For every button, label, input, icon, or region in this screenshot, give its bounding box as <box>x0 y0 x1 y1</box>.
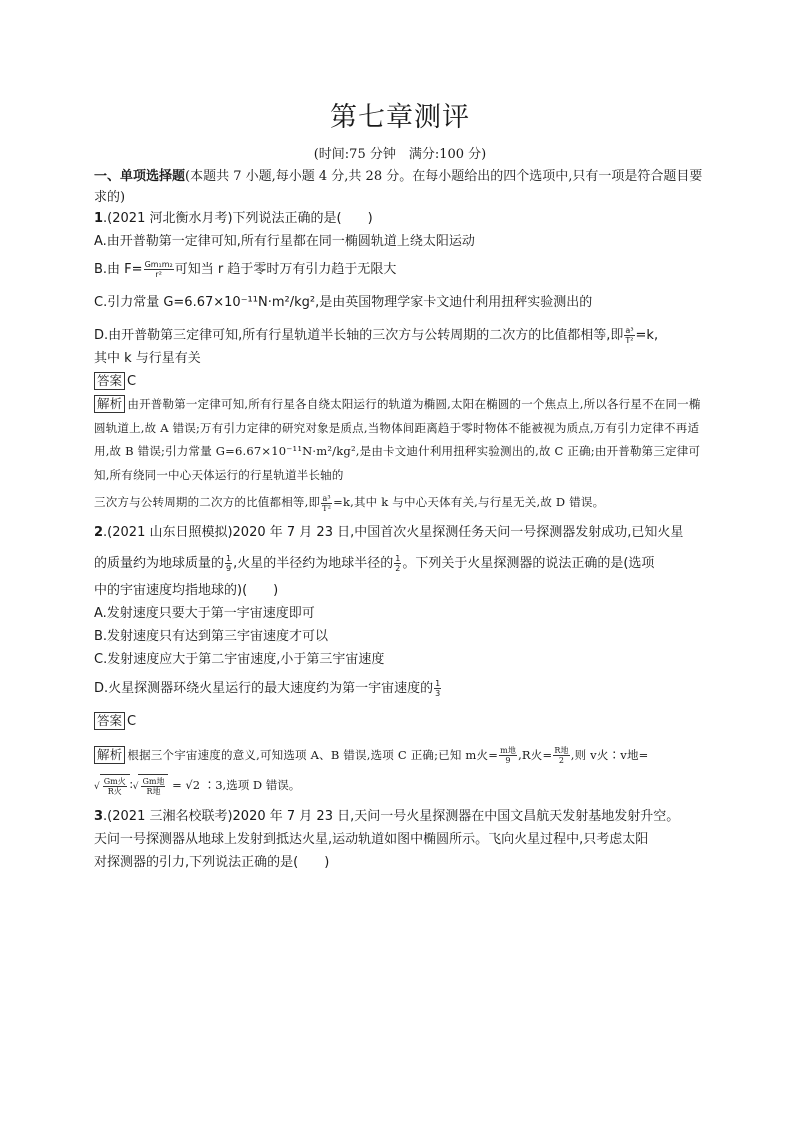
question-2-answer <box>94 712 706 730</box>
question-2-option-c: C.发射速度应大于第二宇宙速度,小于第三宇宙速度 <box>94 651 385 667</box>
question-1-option-d-cont: 其中 k 与行星有关 <box>94 351 201 366</box>
question-2-stem <box>94 523 706 542</box>
numerator: 1 <box>395 553 401 563</box>
sqrt-expression: √ $\frac{\text{Gm火}}{\text{R火}}$ <box>94 774 130 799</box>
question-2-analysis-formula <box>94 773 706 799</box>
page-title: 第七章测评 <box>330 102 470 133</box>
ratio-sign: ∶ <box>129 778 133 792</box>
answer-value: C <box>127 374 137 389</box>
question-text: .(2021 山东日照模拟)2020 年 7 月 23 日,中国首次火星探测任务天问一号探测器发射成功,已知火星 <box>103 524 684 540</box>
question-2-stem-end: 中的宇宙速度均指地球的)( ) <box>94 582 279 598</box>
question-2-option-b: B.发射速度只有达到第三宇宙速度才可以 <box>94 628 329 644</box>
option-text: D.由开普勒第三定律可知,所有行星轨道半长轴的三次方与公转周期的二次方的比值都相等,即 <box>94 328 624 343</box>
question-2-option-d <box>94 679 706 698</box>
option-text: B.由 F= <box>94 262 143 277</box>
option-text: =k, <box>635 328 659 343</box>
analysis-tag: 解析 <box>94 395 125 413</box>
section-title: 一、单项选择题 <box>94 169 186 184</box>
numerator: a³ <box>322 493 331 503</box>
denominator: 2 <box>395 563 401 573</box>
question-text: .(2021 河北衡水月考)下列说法正确的是( ) <box>103 211 373 226</box>
answer-value: C <box>127 713 137 729</box>
option-text: D.火星探测器环绕火星运行的最大速度约为第一宇宙速度的 <box>94 680 434 696</box>
question-2-analysis <box>94 744 706 768</box>
fraction <box>553 746 569 765</box>
question-number: 2 <box>94 524 104 540</box>
analysis-text: 根据三个宇宙速度的意义,可知选项 A、B 错误,选项 C 正确;已知 m火= <box>127 747 499 762</box>
fraction <box>434 679 441 698</box>
numerator: m地 <box>500 746 517 755</box>
question-text: 的质量约为地球质量的 <box>94 555 225 571</box>
numerator: Gm₁m₂ <box>144 260 173 269</box>
question-3-stem-cont: 天问一号探测器从地球上发射到抵达火星,运动轨道如图中椭圆所示。飞向火星过程中,只考虑太阳 <box>94 831 649 847</box>
option-text: 可知当 r 趋于零时万有引力趋于无限大 <box>174 262 397 277</box>
analysis-text: 由开普勒第一定律可知,所有行星各自绕太阳运行的轨道为椭圆,太阳在椭圆的一个焦点上,所以各行星不在同一椭圆轨道上,故 A 错误;万有引力定律的研究对象是质点,当物体间距离趋于零时物体不能被视为质点,万有引力定律不再适用,故 B 错误;引力常量 G=6.67×10⁻¹¹N·m²/kg²,是由卡文迪什利用扭秤实验测出的,故 C 正确;由开普勒第三定律可知,所有绕同一中心天体运行的行星轨道半长轴的 <box>94 397 701 482</box>
section-description: (本题共 7 小题,每小题 4 分,共 28 分。在每小题给出的四个选项中,只有一项是符合题目要求的) <box>94 169 703 205</box>
denominator: r² <box>155 270 162 279</box>
question-1-option-a: A.由开普勒第一定律可知,所有行星都在同一椭圆轨道上绕太阳运动 <box>94 234 475 249</box>
worksheet-page <box>94 100 706 872</box>
question-number: 3 <box>94 808 104 824</box>
answer-tag: 答案 <box>94 372 125 390</box>
denominator: 3 <box>435 688 441 698</box>
numerator: a³ <box>625 326 634 335</box>
analysis-text: 三次方与公转周期的二次方的比值都相等,即 <box>94 495 321 509</box>
denominator: 9 <box>226 563 232 573</box>
analysis-text: ,则 v火∶v地= <box>570 747 649 762</box>
analysis-tag: 解析 <box>94 746 125 764</box>
question-1-option-b <box>94 260 706 279</box>
question-1-analysis <box>94 393 706 487</box>
fraction <box>321 494 332 513</box>
question-number: 1 <box>94 211 104 226</box>
numerator: 1 <box>435 678 441 688</box>
question-1-answer <box>94 372 706 390</box>
fraction <box>144 260 174 279</box>
denominator: 9 <box>505 756 511 765</box>
fraction <box>394 554 401 573</box>
question-3-stem-end: 对探测器的引力,下列说法正确的是( ) <box>94 854 330 870</box>
denominator: T² <box>322 503 332 513</box>
numerator: Gm火 <box>103 776 126 786</box>
question-1-stem <box>94 209 706 228</box>
numerator: R地 <box>554 746 569 755</box>
fraction <box>624 326 634 345</box>
denominator: 2 <box>558 756 565 765</box>
question-text: .(2021 三湘名校联考)2020 年 7 月 23 日,天问一号火星探测器在中国文昌航天发射基地发射升空。 <box>103 808 680 824</box>
question-1-option-d <box>94 326 706 345</box>
numerator: Gm地 <box>142 776 165 786</box>
question-3-stem <box>94 807 706 826</box>
question-1-analysis-cont <box>94 491 706 515</box>
exam-info: (时间:75 分钟 满分:100 分) <box>313 147 487 162</box>
analysis-text: = √2 ∶3,选项 D 错误。 <box>172 778 301 792</box>
section-heading <box>94 166 706 208</box>
fraction <box>499 746 517 765</box>
question-text: 。下列关于火星探测器的说法正确的是(选项 <box>402 555 655 571</box>
question-text: ,火星的半径约为地球半径的 <box>233 555 394 571</box>
question-1-option-c: C.引力常量 G=6.67×10⁻¹¹N·m²/kg²,是由英国物理学家卡文迪什利用扭秤实验测出的 <box>94 295 593 310</box>
answer-tag: 答案 <box>94 712 125 730</box>
denominator: T² <box>625 336 634 345</box>
question-2-stem-cont <box>94 554 706 573</box>
analysis-text: ,R火= <box>518 747 553 762</box>
numerator: 1 <box>226 553 232 563</box>
fraction <box>225 554 232 573</box>
fraction <box>103 777 127 796</box>
question-2-option-a: A.发射速度只要大于第一宇宙速度即可 <box>94 605 315 621</box>
denominator: R火 <box>107 786 122 796</box>
fraction <box>141 777 165 796</box>
denominator: R地 <box>146 786 161 796</box>
sqrt-expression: √ $\frac{\text{Gm地}}{\text{R地}}$ <box>133 774 169 799</box>
analysis-text: =k,其中 k 与中心天体有关,与行星无关,故 D 错误。 <box>333 495 605 509</box>
